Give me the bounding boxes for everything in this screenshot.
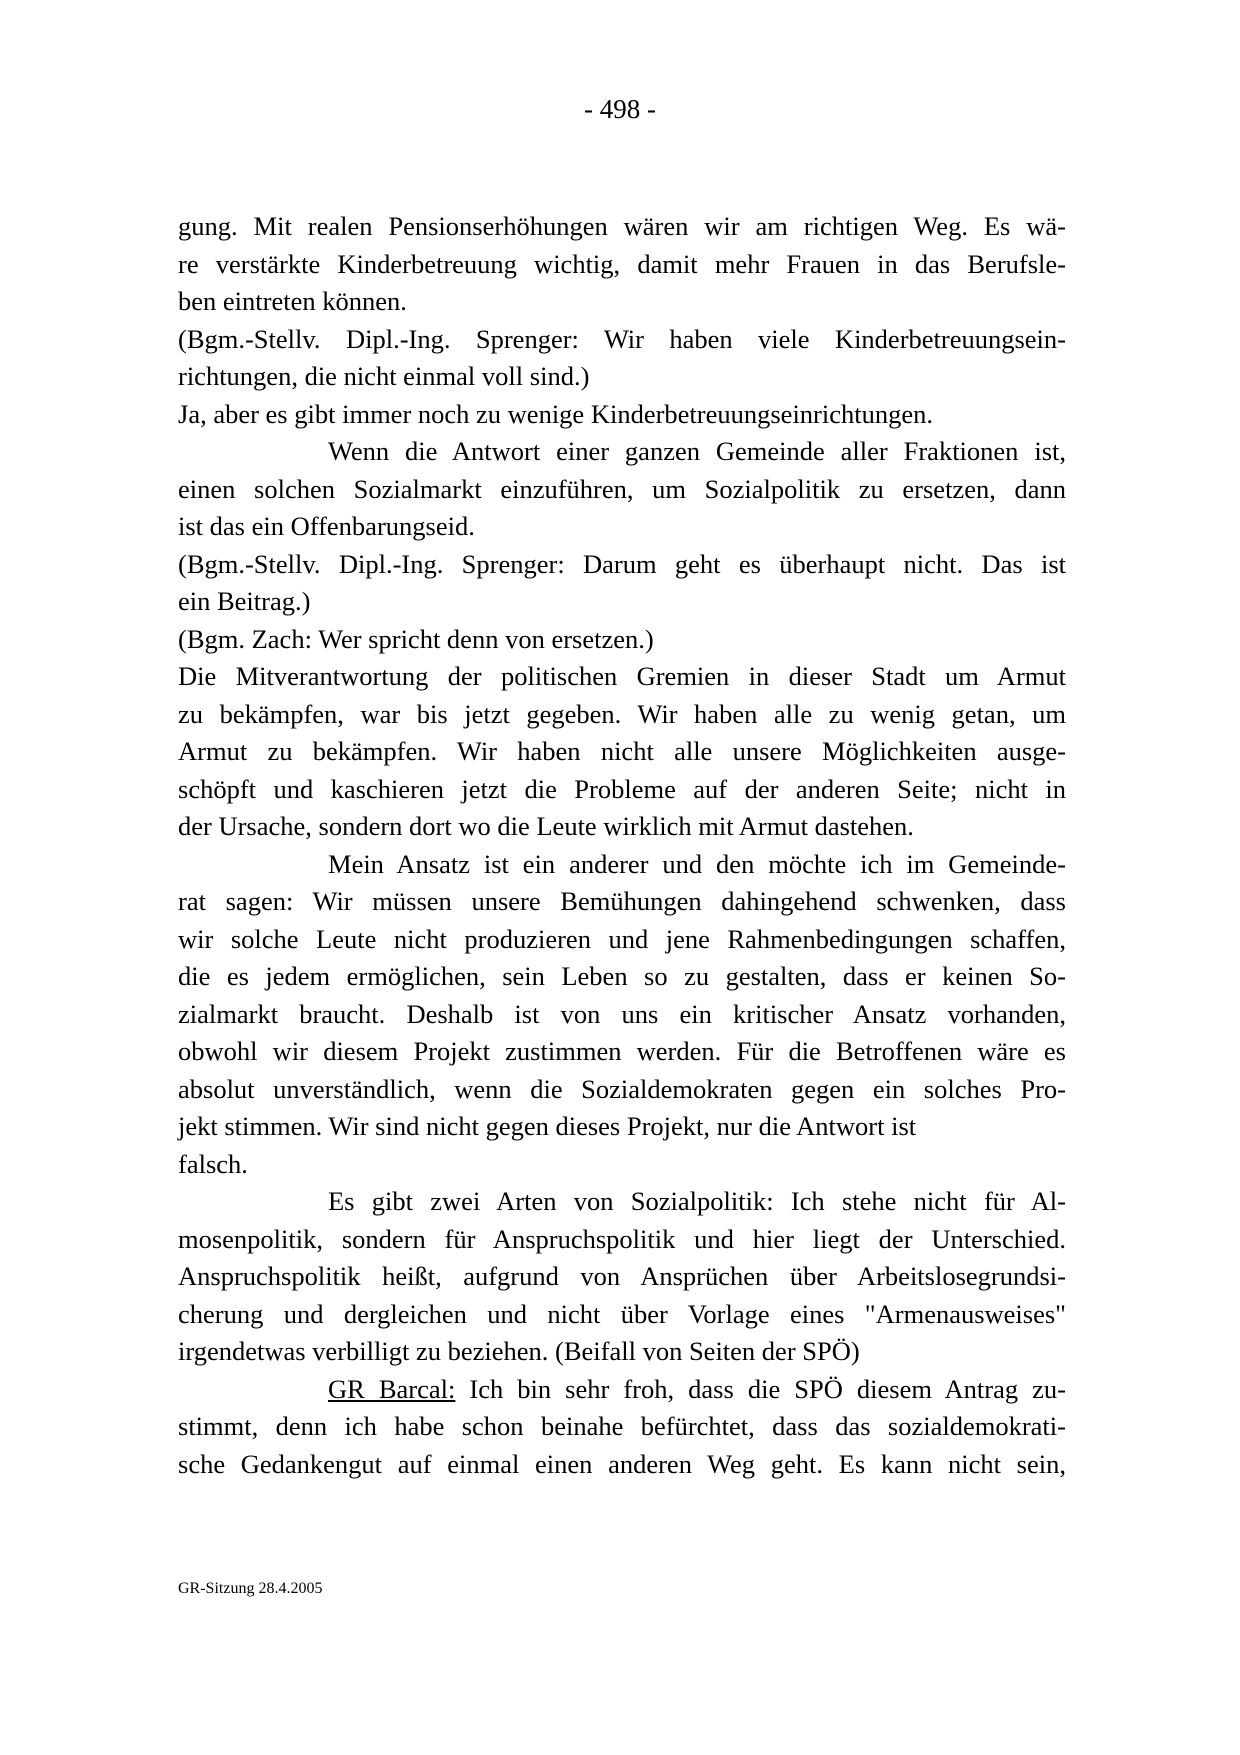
document-body [178,208,1066,1483]
text-line: (Bgm.-Stellv. Dipl.-Ing. Sprenger: Darum geht es überhaupt nicht. Das ist [178,548,1066,579]
text-line: Ja, aber es gibt immer noch zu wenige Kinderbetreuungseinrichtungen. [178,398,934,429]
page-number: - 498 - [584,94,656,124]
text-line: rat sagen: Wir müssen unsere Bemühungen dahingehend schwenken, dass [178,886,1066,916]
text-line: re verstärkte Kinderbetreuung wichtig, damit mehr Frauen in das Berufsle- [178,248,1066,279]
text-line: (Bgm. Zach: Wer spricht denn von ersetzen.) [178,623,654,654]
text-line: Mein Ansatz ist ein anderer und den möchte ich im Gemeinde- [328,848,1066,879]
text-line [178,1371,1066,1409]
text-line: einen solchen Sozialmarkt einzuführen, um Sozialpolitik zu ersetzen, dann [178,473,1066,504]
page-footer: GR-Sitzung 28.4.2005 [178,1580,323,1597]
text-line: Wenn die Antwort einer ganzen Gemeinde aller Fraktionen ist, [328,436,1066,466]
text-line: wir solche Leute nicht produzieren und jene Rahmenbedingungen schaffen, [178,923,1066,954]
text-line: obwohl wir diesem Projekt zustimmen werden. Für die Betroffenen wäre es [178,1036,1066,1066]
speaker-name: GR Barcal: [328,1373,456,1404]
text-line: ein Beitrag.) [178,586,311,616]
text-line: gung. Mit realen Pensionserhöhungen wären wir am richtigen Weg. Es wä- [178,211,1066,241]
text-line: cherung und dergleichen und nicht über Vorlage eines "Armenausweises" [178,1298,1066,1329]
text-line: der Ursache, sondern dort wo die Leute wirklich mit Armut dastehen. [178,811,914,841]
text-line: Anspruchspolitik heißt, aufgrund von Ansprüchen über Arbeitslosegrundsi- [178,1261,1066,1291]
speaker-text: Ich bin sehr froh, dass die SPÖ diesem Antrag zu- [455,1373,1066,1404]
text-line: mosenpolitik, sondern für Anspruchspolitik und hier liegt der Unterschied. [178,1223,1066,1254]
text-line: falsch. [178,1148,248,1179]
text-line: richtungen, die nicht einmal voll sind.) [178,361,590,391]
text-line: Die Mitverantwortung der politischen Gremien in dieser Stadt um Armut [178,661,1066,691]
text-line: zialmarkt braucht. Deshalb ist von uns ein kritischer Ansatz vorhanden, [178,998,1066,1029]
text-line: absolut unverständlich, wenn die Sozialdemokraten gegen ein solches Pro- [178,1073,1066,1104]
text-line: (Bgm.-Stellv. Dipl.-Ing. Sprenger: Wir haben viele Kinderbetreuungsein- [178,323,1066,354]
text-line: schöpft und kaschieren jetzt die Probleme auf der anderen Seite; nicht in [178,773,1066,804]
text-line: zu bekämpfen, war bis jetzt gegeben. Wir haben alle zu wenig getan, um [178,698,1066,729]
text-line: jekt stimmen. Wir sind nicht gegen dieses Projekt, nur die Antwort ist [178,1111,917,1141]
text-line: die es jedem ermöglichen, sein Leben so zu gestalten, dass er keinen So- [178,961,1066,991]
text-line: ist das ein Offenbarungseid. [178,511,475,541]
text-line: stimmt, denn ich habe schon beinahe befürchtet, dass das sozialdemokrati- [178,1411,1066,1441]
text-line: ben eintreten können. [178,286,407,316]
text-line: Es gibt zwei Arten von Sozialpolitik: Ich stehe nicht für Al- [328,1186,1066,1216]
text-line: irgendetwas verbilligt zu beziehen. (Beifall von Seiten der SPÖ) [178,1336,860,1366]
text-line: sche Gedankengut auf einmal einen anderen Weg geht. Es kann nicht sein, [178,1448,1066,1479]
text-line: Armut zu bekämpfen. Wir haben nicht alle unsere Möglichkeiten ausge- [178,736,1066,766]
